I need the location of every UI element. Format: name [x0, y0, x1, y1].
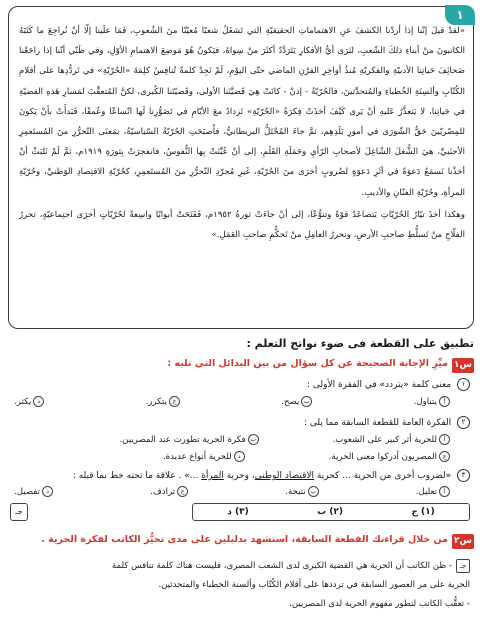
option-d[interactable]: دتفصيل. — [14, 486, 53, 497]
answer-3: (٣) د — [227, 507, 249, 517]
option-d[interactable]: دللحرية أنواع عديدة. — [163, 451, 245, 462]
question-2-badge: س٢ — [452, 534, 474, 549]
q1-item-1-options — [14, 396, 450, 407]
q2-answer-line-3: - تعقُّب الكاتب لتطور مفهوم الحرية لدى المصريين. — [289, 599, 470, 609]
option-b[interactable]: بيصح. — [281, 396, 312, 407]
option-a[interactable]: أيتناول. — [414, 396, 450, 407]
option-b[interactable]: بفكرة الحرية تطورت عند المصريين. — [119, 434, 258, 445]
item-number-3: ٣ — [457, 469, 470, 482]
q1-item-2-options-row1 — [14, 434, 450, 445]
option-a[interactable]: أتعليل. — [416, 486, 450, 497]
option-c[interactable]: جيتكرر. — [146, 396, 180, 407]
item-number-1: ١ — [457, 378, 470, 391]
answer-key-strip — [192, 503, 470, 521]
q1-item-3-options — [14, 486, 450, 497]
q1-item-3-stem: ٣ «لضروب أخرى من الحرية ... كحرية الاقتصاد الوطني، وحرية المرأة ...» . علاقة ما تحته خط بما قبله : — [10, 469, 470, 482]
passage-number-badge: ١ — [445, 5, 475, 25]
option-a[interactable]: أللحرية أثر كبير على الشعوب. — [333, 434, 450, 445]
question-2-answer — [12, 557, 470, 614]
answer-2: (٢) ب — [317, 507, 344, 517]
option-c[interactable]: جترادف. — [150, 486, 188, 497]
q1-item-1-stem — [10, 378, 470, 391]
passage-paragraph-1: «لقدْ قيلَ إنّنا إذا أردْنا الكشفَ عنِ الاهتماماتِ الحقيقيّةِ التي تَشغَلُ شعبًا مُعيّنًا منَ الشُعوبِ، فَمَا علَينا إلّا أنْ نُراجِعَ ما كَتَبَهُ الكاتبونَ منْ أبناءِ ذلكَ الشّعبِ، لنَرَى أيُّ الأفكارِ يَتَرَدَّدُ أكثَرَ منْ سِواهُ، فيَكونُ هُوَ مَوضِعَ الاهتمامِ الأوّلِ، وفي ظَنّي أنّنا إذا راجَعْنا صَحائِفَ حَياتِنا الأدبيّةِ والفكريّةِ مُنذُ أواخِرِ القرْنِ الماضي حتّى اليوْمِ، لَمْ نَجِدْ كلمةً تُنافِسُ كلِمَةَ «الحُرّيّةِ» في تَردُّدِها على أقلامِ الكُتّابِ وألسِنَةِ الخُطباءِ والمُتحدِّثينَ، فالحُرّيّةُ - إذنْ - كانَتْ هِيَ قَضيَّتَنا الأولى، وقَضيّتَنا الكُبرى، لكنَّ المُتعقِّبَ لمَسارِ هَذهِ القضيّةِ في حَياتِنا، لا يَتعذَّرُ عَليهِ أنْ يَرى كَيْفَ أخذَتْ فِكرَةُ «الحُرّيّةِ» تَزدادُ معَ الأيّامِ في تَصَوُّرِنا لَها اتّساعًا وعُمقًا، فَبَدأَتْ بأنْ يَكونَ للمِصْريّينَ حَقُّ الشّورَى في أمورِ بَلَدِهِم، ثمَّ جاءَ المُحْتَلُّ البريطانيُّ، فأَصبَحَتِ الحُرّيّةُ السّياسيّةُ، بمَعنَى التّحرُّرِ منَ المُستَعمِرِ الأجنَبيِّ، هيَ الشُّغلَ الشّاغِلَ لأصحابِ الرّأيِ وحَمَلَةِ القَلَمِ، إلى أنْ عُبِّئتْ بِها النُّفوسُ، فانفجرَتْ بِثورَةِ ١٩١٩م، ثمَّ لَمْ نَلبَثْ أنْ أخذْنا نَسمَعُ دَعوَةً في أثَرِ دَعوَةٍ لضُروبٍ أخرَى منَ الحُرّيّةِ، غَيرِ مُجرّدِ التّحرُّرِ منَ المُستَعمِرِ، كحُرّيّةِ الاقتِصادِ الوَطنيِّ، وحُرّيّةِ المرأةِ، وحُرّيّةِ الفنّانِ والأديبِ. — [19, 26, 466, 198]
item-1-stem-text: معنى كلمة «يتردد» في الفقرة الأولى : — [306, 380, 452, 390]
underlined-phrase-2: المرأة — [201, 471, 224, 481]
section-title: تطبيق على القطعة فى ضوء نواتج التعلم : — [246, 337, 474, 350]
underlined-phrase-1: الاقتصاد الوطني — [254, 471, 315, 481]
item-number-2: ٢ — [457, 416, 470, 429]
answer-1: (١) ج — [411, 507, 435, 517]
q2-answer-line-1: جـ- ظن الكاتب أن الحرية هي القضية الكبرى لدى الشعب المصرى، فليست هناك كلمة تنافس كلمة — [12, 557, 470, 576]
option-c[interactable]: جالمصريون أدركوا معنى الحرية. — [329, 451, 450, 462]
reading-passage — [19, 21, 465, 245]
q1-item-2-stem — [10, 416, 470, 429]
reading-passage-box — [8, 6, 474, 329]
answer-marker-box: جـ — [456, 559, 470, 573]
question-1-badge: س١ — [452, 358, 474, 373]
q1-item-2-options-row2 — [14, 451, 450, 462]
question-1-prompt: ميِّزِ الإجابة الصحيحة عن كل سؤال من بين البدائل التي تليه : — [167, 358, 448, 369]
item-2-stem-text: الفكرة العامة للقطعة السابقة مما يلى : — [304, 418, 452, 428]
option-d[interactable]: ديكثر. — [14, 396, 44, 407]
answer-marker-box: جـ — [10, 503, 28, 521]
passage-paragraph-2: وهكذا أخذَ تيّارُ الحُرّيّاتِ يَتصاعَدُ قوّةً وتنوُّعًا، إلى أنْ جاءَتْ ثورةُ ١٩٥٢م، فَفَتَحَتْ أبوابًا واسِعةً لحُرّيّاتٍ أخرَى اجتِماعيّةٍ، تحررُ الفلّاحِ منْ تَسلُّطِ صاحبِ الأرضِ، وتحررُ العامِلِ منْ تَحكُّمِ صاحبِ العَمَلِ.» — [19, 209, 465, 241]
q2-answer-line-2: الحرية على مر العصور السابقة في ترددها على أقلام الكُتّاب وألسنة الخطباء والمتحدثين. — [158, 580, 470, 590]
option-b[interactable]: بنتيجة. — [285, 486, 318, 497]
question-2-prompt: من خلال قراءتك القطعة السابقة، استشهد بدليلين على مدى تحيُّز الكاتب لفكرة الحرية . — [41, 534, 448, 545]
